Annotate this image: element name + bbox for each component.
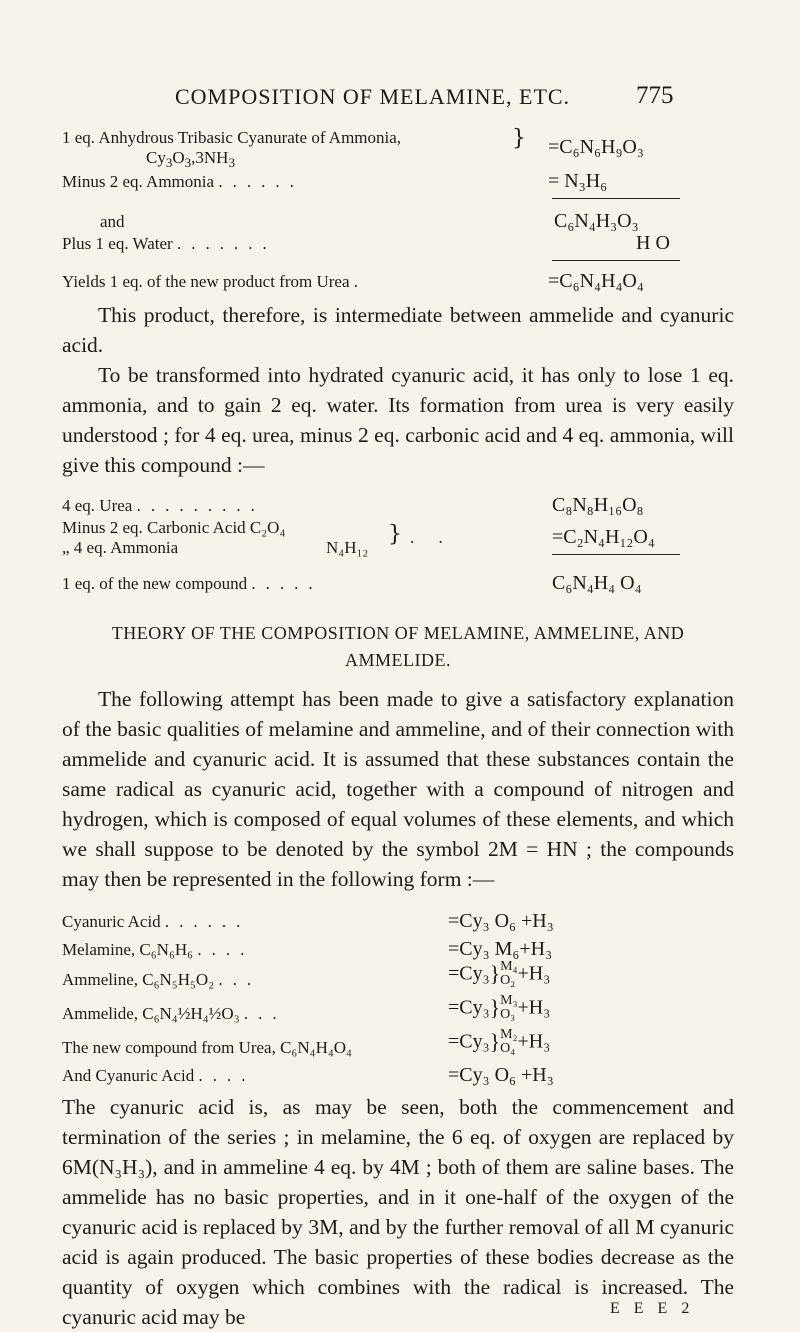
table1-row3-formula: C₆N₄H₃O₃	[554, 210, 639, 232]
table1-row1-label: 1 eq. Anhydrous Tribasic Cyanurate of Ammonia,	[62, 128, 402, 147]
table2-row23-formula: =C₂N₄H₁₂O₄	[552, 526, 655, 548]
signature-mark: E E E 2	[610, 1300, 695, 1317]
table3-row-label: Melamine, C₆N₆H₆ ....	[62, 940, 255, 959]
table3-row-formula: =Cy₃}M₃ O₃ +H₃	[448, 993, 551, 1022]
table2-row3-label: „ 4 eq. Ammonia	[62, 538, 179, 557]
paragraph-2: To be transformed into hydrated cyanuric acid, it has only to lose 1 eq. ammonia, and to gain 2 eq. water. Its formation from urea is very easily understood ; for 4 eq. urea, minus 2 eq. carbonic acid and 4 eq. ammonia, will give this compound :—	[62, 363, 734, 477]
table3-row-formula: =Cy₃ M₆+H₃	[448, 938, 553, 960]
table2-row3-mid: N₄H₁₂	[326, 538, 369, 557]
sum-rule	[552, 554, 680, 555]
table3-row-formula: =Cy₃}M₄ O₂ +H₃	[448, 959, 551, 988]
brace-icon: }	[388, 522, 402, 547]
table3-row-formula: =Cy₃ O₆ +H₃	[448, 910, 554, 932]
paragraph-3: The following attempt has been made to give a satisfactory explanation of the basic qualities of melamine and ammeline, and of their connection with ammelide and cyanuric acid. It is assumed that these substances contain the same radical as cyanuric acid, together with a compound of nitrogen and hydrogen, which is composed of equal volumes of these elements, and which we shall suppose to be denoted by the symbol 2M = HN ; the compounds may then be represented in the following form :—	[62, 687, 734, 891]
table1-row4-label: Plus 1 eq. Water .......	[62, 234, 277, 253]
brace-icon: }	[512, 126, 526, 151]
table3-row-label: The new compound from Urea, C₆N₄H₄O₄	[62, 1038, 352, 1057]
table1-row2-label: Minus 2 eq. Ammonia ......	[62, 172, 304, 191]
table3-row-formula: =Cy₃ O₆ +H₃	[448, 1064, 554, 1086]
table1-row5-formula: =C₆N₄H₄O₄	[548, 270, 644, 292]
running-title: COMPOSITION OF MELAMINE, ETC.	[175, 84, 571, 109]
page-number: 775	[636, 82, 674, 109]
table1-row2-formula: = N₃H₆	[548, 170, 608, 192]
table1-row1-label2: $Cy_3O_3,3NH_3$	[146, 148, 235, 170]
section-heading: THEORY OF THE COMPOSITION OF MELAMINE, AMMELINE, AND AMMELIDE.	[111, 623, 685, 670]
table3-row-formula: =Cy₃}M₂ O₄ +H₃	[448, 1027, 551, 1056]
table2-row4-formula: C₆N₄H₄ O₄	[552, 572, 642, 594]
dot-leader: . .	[410, 528, 453, 547]
sum-rule	[552, 198, 680, 199]
table1-row3-label: and	[100, 212, 125, 231]
table3-row-label: Ammelide, C₆N₄½H₄½O₃ ...	[62, 1004, 287, 1023]
table1-row4-formula: H O	[636, 232, 670, 254]
page-header	[0, 82, 800, 116]
table1-row1-formula: =C₆N₆H₉O₃	[548, 136, 644, 158]
table2-row1-label: 4 eq. Urea .........	[62, 496, 265, 515]
table1-row5-label: Yields 1 eq. of the new product from Urea .	[62, 272, 358, 291]
table3-row-label: Ammeline, C₆N₅H₅O₂ ...	[62, 970, 262, 989]
table2-row1-formula: C₈N₈H₁₆O₈	[552, 494, 644, 516]
table2-row4-label: 1 eq. of the new compound .....	[62, 574, 323, 593]
paragraph-1: This product, therefore, is intermediate between ammelide and cyanuric acid.	[62, 303, 734, 357]
sum-rule	[552, 260, 680, 261]
table3-row-label: Cyanuric Acid ......	[62, 912, 251, 931]
table3-row-label: And Cyanuric Acid ....	[62, 1066, 256, 1085]
paragraph-4: The cyanuric acid is, as may be seen, both the commencement and termination of the series ; in melamine, the 6 eq. of oxygen are replaced by 6M(N₃H₃), and in ammeline 4 eq. by 4M ; both of them are saline bases. The ammelide has no basic properties, and in it one-half of the oxygen of the cyanuric acid is replaced by 3M, and by the further removal of all M cyanuric acid is again produced. The basic properties of these bodies decrease as the quantity of oxygen which combines with the radical is increased. The cyanuric acid may be	[62, 1095, 734, 1329]
table2-row2-label: Minus 2 eq. Carbonic Acid C₂O₄	[62, 518, 286, 537]
